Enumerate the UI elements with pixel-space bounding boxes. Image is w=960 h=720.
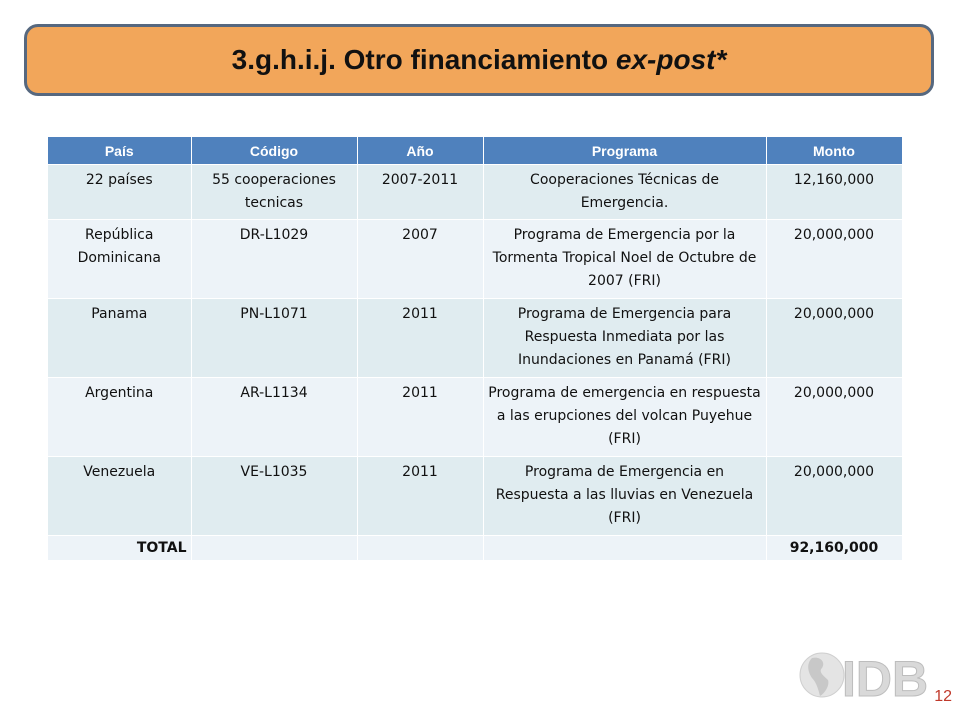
cell-ano: 2007: [357, 220, 483, 299]
cell-codigo: VE-L1035: [191, 457, 357, 536]
table-row: [48, 457, 902, 536]
total-empty-cell: [191, 536, 357, 561]
cell-programa: Programa de emergencia en respuesta a las erupciones del volcan Puyehue (FRI): [483, 378, 766, 457]
title-banner: [24, 24, 934, 96]
table-row: [48, 299, 902, 378]
cell-programa: Programa de Emergencia para Respuesta Inmediata por las Inundaciones en Panamá (FRI): [483, 299, 766, 378]
cell-pais: Argentina: [48, 378, 191, 457]
cell-pais: Panama: [48, 299, 191, 378]
total-empty-cell: [357, 536, 483, 561]
cell-monto: 20,000,000: [766, 299, 902, 378]
header-ano: Año: [357, 137, 483, 165]
cell-monto: 20,000,000: [766, 457, 902, 536]
cell-ano: 2011: [357, 378, 483, 457]
cell-monto: 12,160,000: [766, 165, 902, 220]
table-row: [48, 378, 902, 457]
slide-title-main: 3.g.h.i.j. Otro financiamiento: [231, 44, 616, 75]
header-codigo: Código: [191, 137, 357, 165]
cell-pais: Venezuela: [48, 457, 191, 536]
cell-programa: Cooperaciones Técnicas de Emergencia.: [483, 165, 766, 220]
slide-title: [232, 44, 727, 76]
total-empty-cell: [483, 536, 766, 561]
page-number: 12: [934, 688, 952, 705]
cell-pais: 22 países: [48, 165, 191, 220]
cell-ano: 2011: [357, 299, 483, 378]
svg-text:IDB: IDB: [842, 651, 929, 704]
table-row: [48, 220, 902, 299]
total-row: [48, 536, 902, 561]
cell-programa: Programa de Emergencia por la Tormenta Tropical Noel de Octubre de 2007 (FRI): [483, 220, 766, 299]
slide-title-italic: ex-post*: [615, 44, 727, 75]
table-row: [48, 165, 902, 220]
financing-table: [48, 137, 903, 560]
idb-logo-graphic: [798, 646, 940, 704]
table-header-row: [48, 137, 902, 165]
cell-codigo: AR-L1134: [191, 378, 357, 457]
cell-codigo: DR-L1029: [191, 220, 357, 299]
total-label: TOTAL: [48, 536, 191, 561]
cell-programa: Programa de Emergencia en Respuesta a las lluvias en Venezuela (FRI): [483, 457, 766, 536]
cell-codigo: PN-L1071: [191, 299, 357, 378]
cell-monto: 20,000,000: [766, 220, 902, 299]
cell-ano: 2007-2011: [357, 165, 483, 220]
header-programa: Programa: [483, 137, 766, 165]
header-monto: Monto: [766, 137, 902, 165]
cell-monto: 20,000,000: [766, 378, 902, 457]
cell-ano: 2011: [357, 457, 483, 536]
total-value: 92,160,000: [766, 536, 902, 561]
cell-pais: República Dominicana: [48, 220, 191, 299]
header-pais: País: [48, 137, 191, 165]
idb-logo: [798, 646, 940, 704]
cell-codigo: 55 cooperaciones tecnicas: [191, 165, 357, 220]
